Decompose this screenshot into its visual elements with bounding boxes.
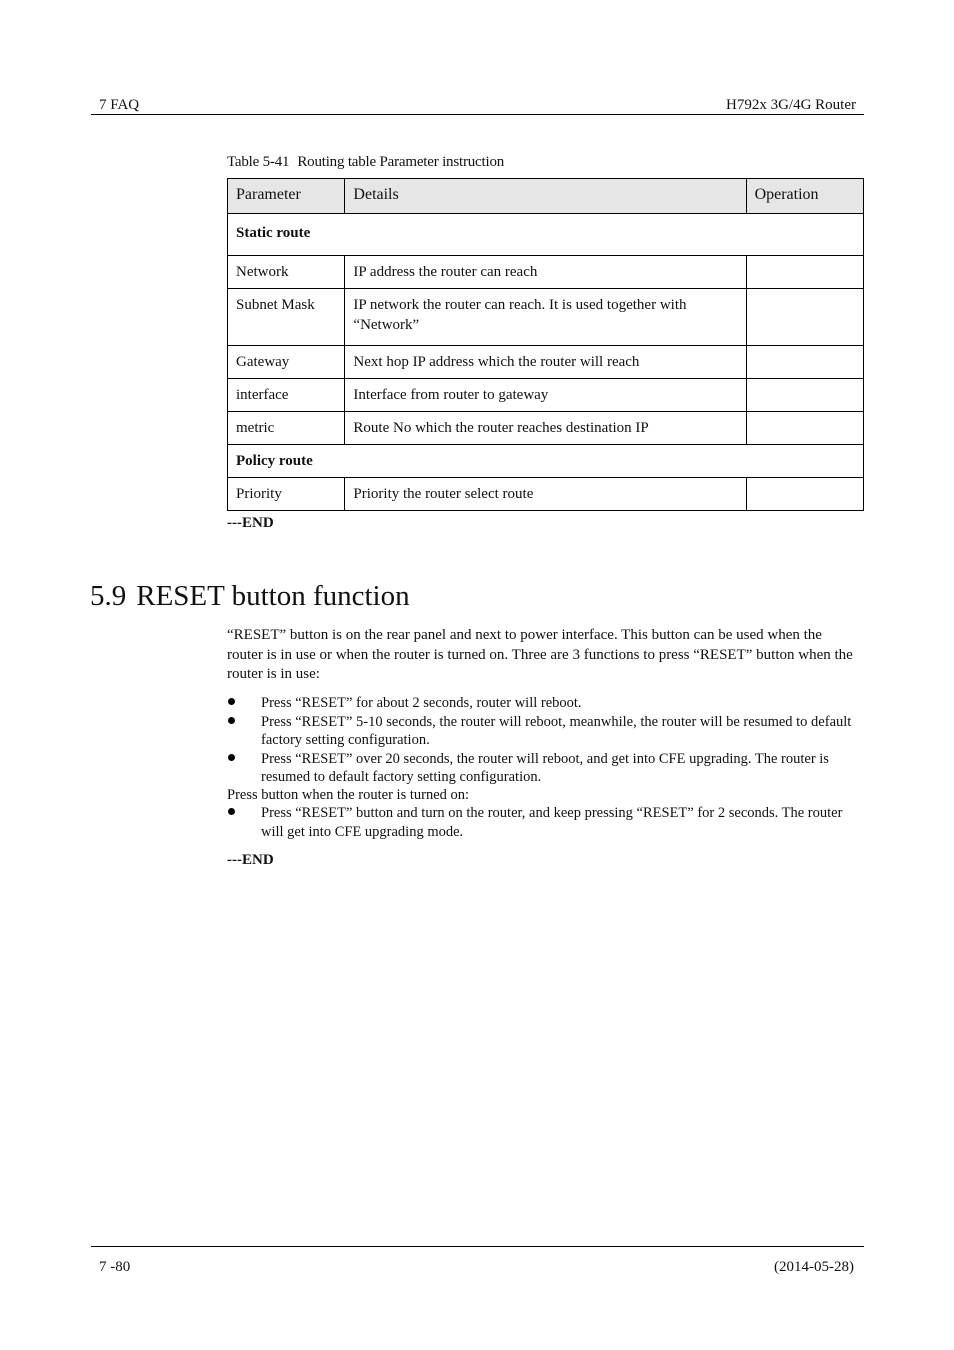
table-row [228,289,864,346]
group-policy-route: Policy route [228,445,864,478]
footer-rule [91,1246,864,1247]
table-row [228,379,864,412]
footer-page-number: 7 -80 [99,1259,131,1275]
table-row [228,478,864,511]
cell-parameter: Subnet Mask [228,289,345,346]
section-number: 5.9 [90,580,127,612]
header-product: H792x 3G/4G Router [726,97,856,113]
cell-operation [746,412,863,445]
list-item-text: Press “RESET” 5-10 seconds, the router will reboot, meanwhile, the router will be resumed to default factory setting configuration. [261,713,852,748]
table-caption-text: Routing table Parameter instruction [297,154,505,170]
cell-parameter: Priority [228,478,345,511]
cell-details: Route No which the router reaches destination IP [345,412,746,445]
table-caption [227,153,504,171]
header-rule [91,114,864,115]
cell-details: Next hop IP address which the router will reach [345,346,746,379]
bullet-icon [228,808,235,815]
cell-details: IP address the router can reach [345,256,746,289]
header-details: Details [345,179,746,214]
table-row [228,256,864,289]
list-item-text: Press “RESET” for about 2 seconds, router will reboot. [261,695,582,711]
list-item [227,804,864,841]
cell-operation [746,478,863,511]
cell-parameter: Network [228,256,345,289]
section-title-text: RESET button function [136,580,410,612]
table-row [228,346,864,379]
turned-on-label: Press button when the router is turned on: [227,787,470,803]
table-caption-label: Table 5-41 [227,154,290,170]
header-operation: Operation [746,179,863,214]
table-row [228,412,864,445]
bullet-icon [228,717,235,724]
list-item [227,713,864,750]
cell-operation [746,289,863,346]
table-end-marker: ---END [227,515,274,531]
list-item [227,694,864,713]
section-intro: “RESET” button is on the rear panel and next to power interface. This button can be used when the router is in use or when the router is turned on. Three are 3 functions to press “RESET” button when the router is in use: [227,627,853,682]
cell-operation [746,379,863,412]
section-end-marker: ---END [227,852,274,868]
table-group-row [228,214,864,256]
cell-parameter: Gateway [228,346,345,379]
in-use-bullet-list [227,694,864,787]
list-item [227,750,864,787]
turned-on-bullet-list [227,804,864,841]
routing-parameter-table [227,178,864,511]
list-item-text: Press “RESET” button and turn on the router, and keep pressing “RESET” for 2 seconds. The router will get into CFE upgrading mode. [261,805,843,840]
cell-details: Priority the router select route [345,478,746,511]
bullet-icon [228,754,235,761]
header-parameter: Parameter [228,179,345,214]
cell-parameter: interface [228,379,345,412]
cell-operation [746,346,863,379]
list-item-text: Press “RESET” over 20 seconds, the router will reboot, and get into CFE upgrading. The router is resumed to default factory setting configuration. [261,750,829,785]
group-static-route: Static route [228,214,864,256]
cell-operation [746,256,863,289]
table-header-row [228,179,864,214]
cell-details: IP network the router can reach. It is used together with “Network” [345,289,746,346]
section-title [90,578,410,614]
cell-parameter: metric [228,412,345,445]
table-group-row [228,445,864,478]
header-chapter: 7 FAQ [99,97,140,113]
footer-date: (2014-05-28) [774,1259,854,1275]
cell-details: Interface from router to gateway [345,379,746,412]
bullet-icon [228,698,235,705]
